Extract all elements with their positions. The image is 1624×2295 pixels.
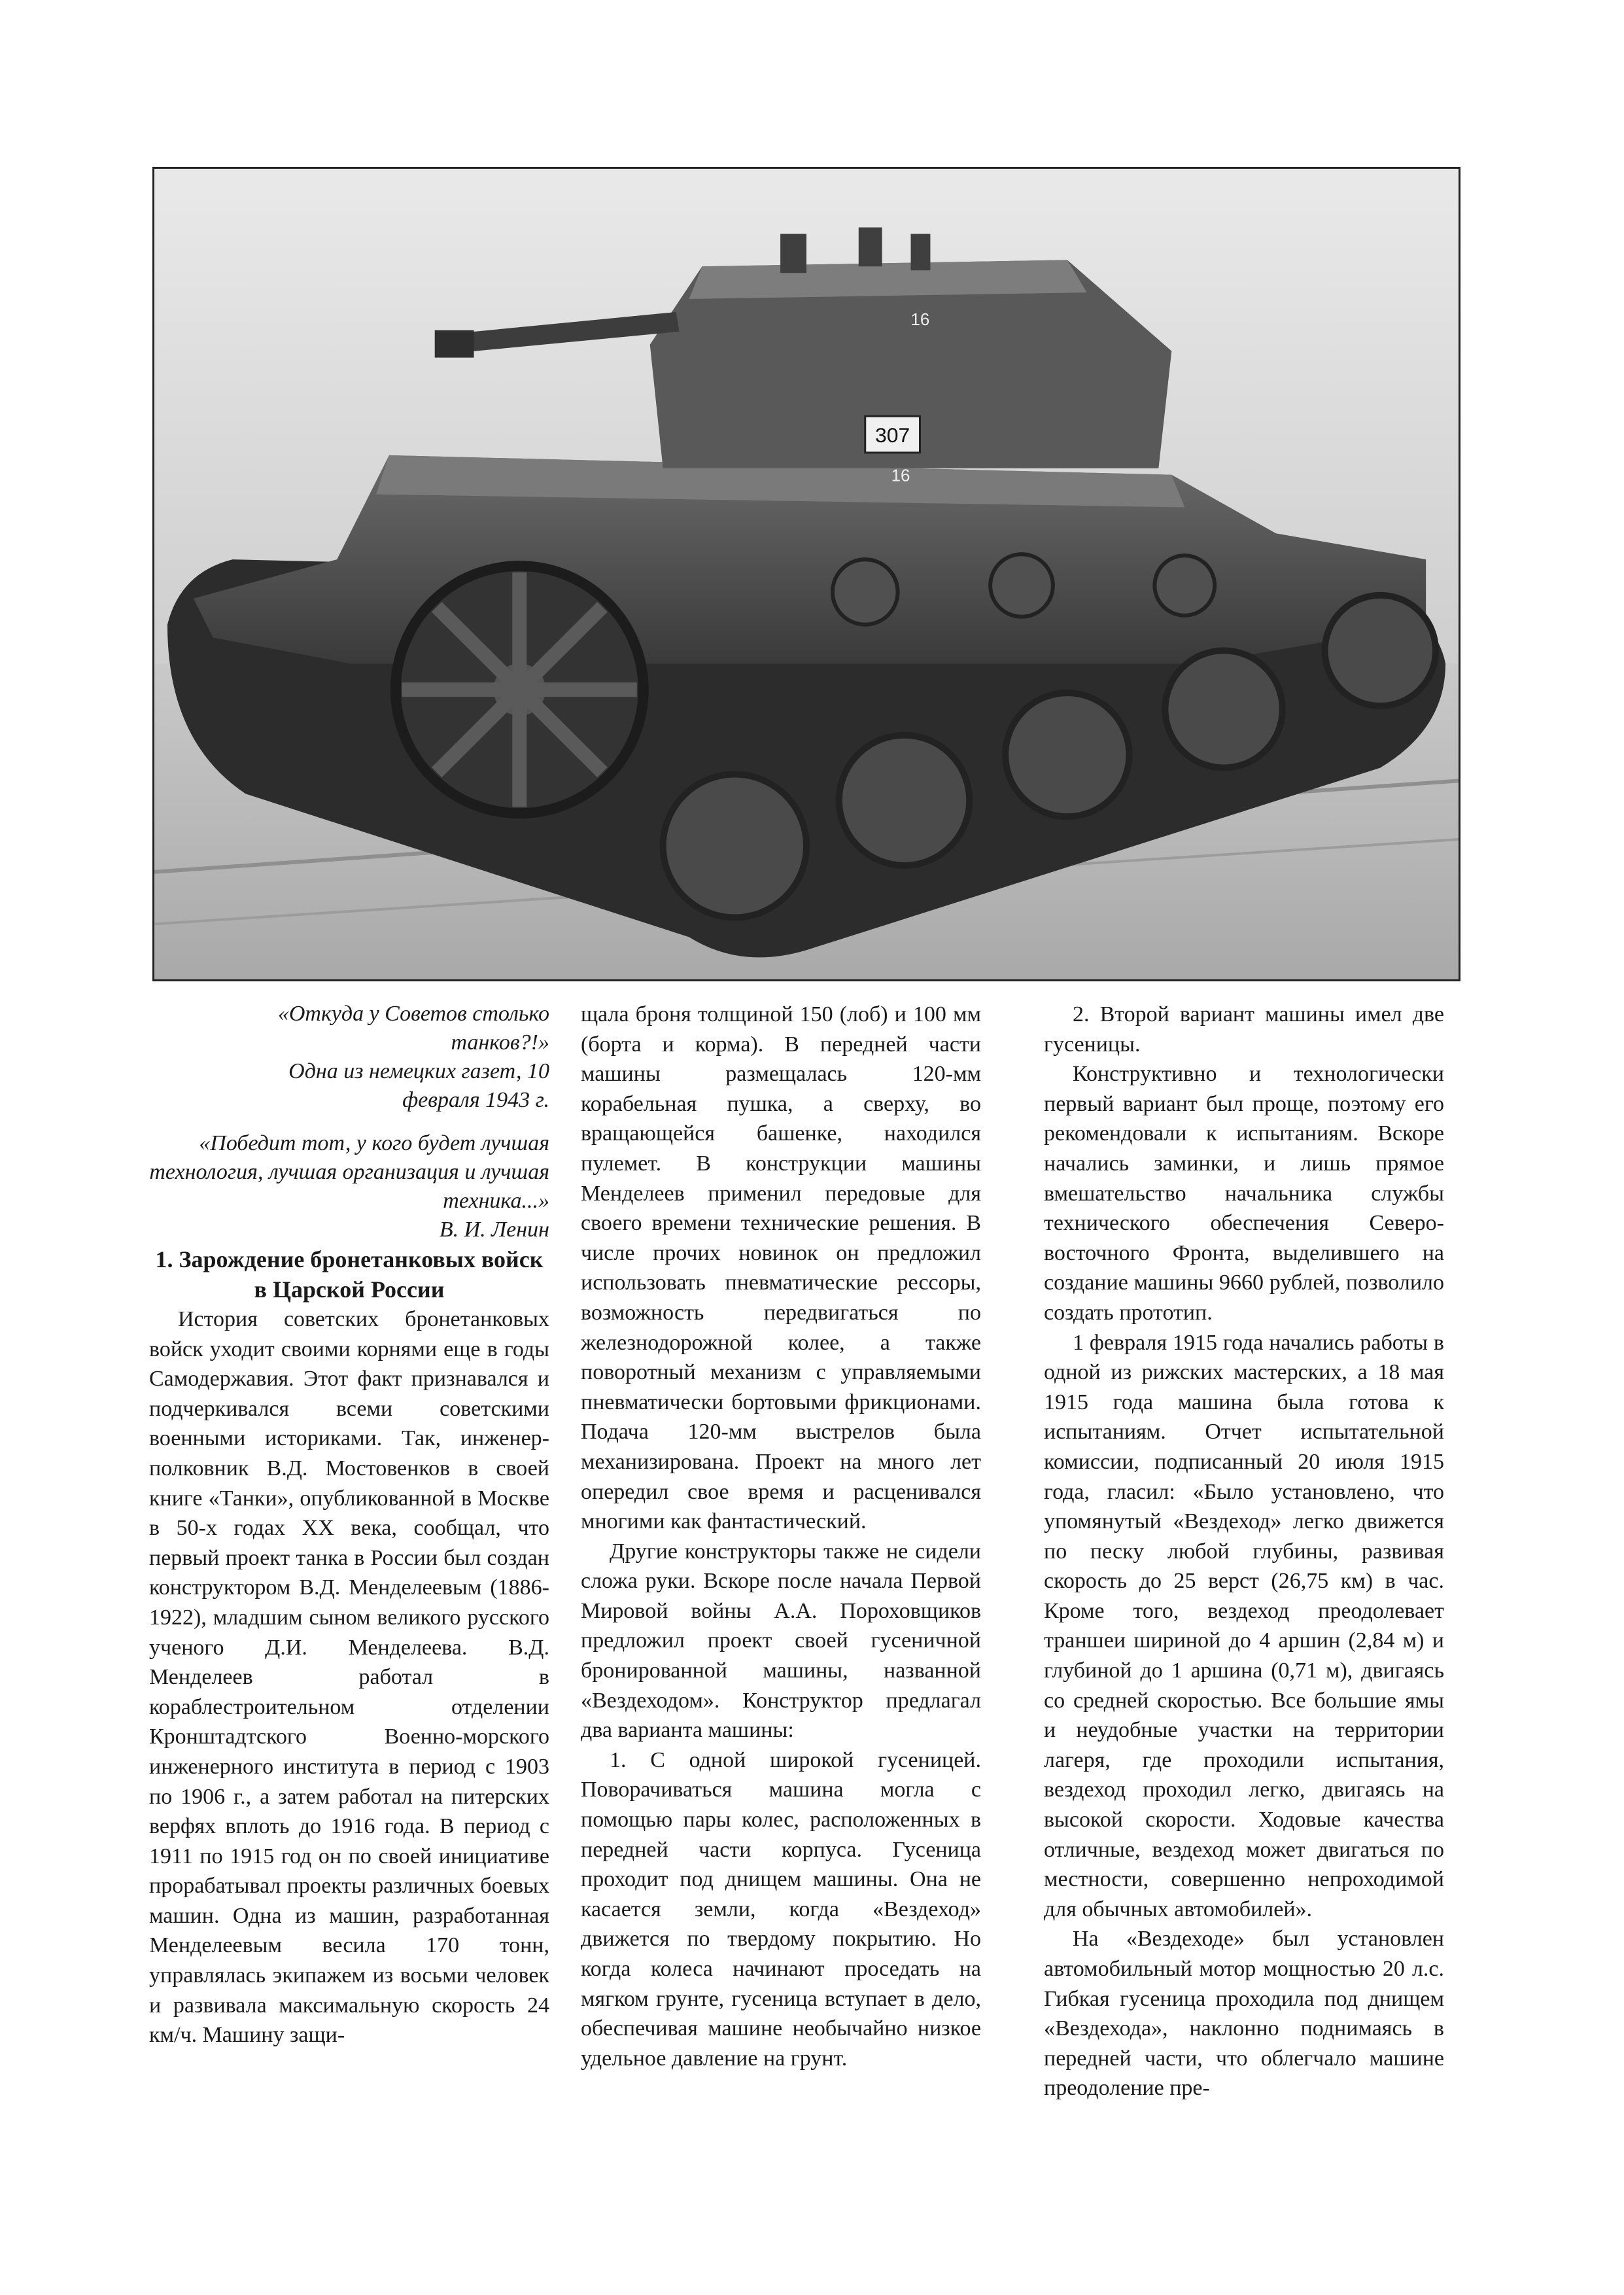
paragraph: 2. Второй вариант машины имел две гусеницы. xyxy=(1044,1002,1444,1057)
tank-photo xyxy=(152,167,1460,981)
turret-number-plate: 307 xyxy=(875,423,910,447)
epigraph-quote: «Откуда у Советов столько танков?!» xyxy=(277,1002,549,1055)
epigraph-quote: «Победит тот, у кого будет лучшая технология, лучшая организация и лучшая техника...» xyxy=(149,1131,549,1213)
epigraph-source: В. И. Ленин xyxy=(439,1218,549,1242)
paragraph: Конструктивно и технологически первый вариант был проще, поэтому его рекомендовали к испытаниям. Вскоре начались заминки, и лишь прямое вмешательство начальника службы технического обеспечения Северо-восточного Фронта, выделившего на создание машины 9660 рублей, позволило создать прототип. xyxy=(1044,1062,1444,1325)
paragraph: На «Вездеходе» был установлен автомобильный мотор мощностью 20 л.с. Гибкая гусеница проходила под днищем «Вездехода», наклонно поднимаясь в передней части, что облегчало машине преодоление пре- xyxy=(1044,1927,1444,2101)
paragraph: 1. С одной широкой гусеницей. Поворачиваться машина могла с помощью пары колес, расположенных в передней части корпуса. Гусеница проходит под днищем машины. Она не касается земли, когда «Вездеход» движется по твердому покрытию. Но когда колеса начинают проседать на мягком грунте, гусеница вступает в дело, обеспечивая машине необычайно низкое удельное давление на грунт. xyxy=(581,1747,981,2071)
paragraph: 1 февраля 1915 года начались работы в одной из рижских мастерских, а 18 мая 1915 года машина была готова к испытаниям. Отчет испытательной комиссии, подписанный 20 июля 1915 года, гласил: «Было установлено, что упомянутый «Вездеход» легко движется по песку любой глубины, развивая скорость до 25 верст (26,75 км) в час. Кроме того, вездеход преодолевает траншеи шириной до 4 аршин (2,84 м) и глубиной до 1 аршина (0,71 м), двигаясь со средней скоростью. Все большие ямы и неудобные участки на территории лагеря, где проходили испытания, вездеход проходил легко, двигаясь на высокой скорости. Ходовые качества отличные, вездеход может двигаться по местности, совершенно непроходимой для обычных автомобилей». xyxy=(1044,1330,1444,1921)
section-heading: 1. Зарождение бронетанковых войск в Царской России xyxy=(155,1246,544,1303)
column-1 xyxy=(149,1000,549,2050)
column-2 xyxy=(581,1000,981,2073)
epigraph-source: Одна из немецких газет, 10 февраля 1943 г. xyxy=(288,1059,549,1112)
hull-marking: 16 xyxy=(891,466,910,485)
paragraph: Другие конструкторы также не сидели сложа руки. Вскоре после начала Первой Мировой войны А.А. Пороховщиков предложил проект своей гусеничной бронированной машины, названной «Вездеходом». Конструктор предлагал два варианта машины: xyxy=(581,1539,981,1743)
column-3 xyxy=(1044,1000,1444,2103)
paragraph: История советских бронетанковых войск уходит своими корнями еще в годы Самодержавия. Этот факт признавался и подчеркивался всеми советскими военными историками. Так, инженер-полковник В.Д. Мостовенков в своей книге «Танки», опубликованной в Москве в 50-х годах XX века, сообщал, что первый проект танка в России был создан конструктором В.Д. Менделеевым (1886-1922), младшим сыном великого русского ученого Д.И. Менделеева. В.Д. Менделеев работал в кораблестроительном отделении Кронштадтского Военно-морского инженерного института в период с 1903 по 1906 г., а затем работал на питерских верфях вплоть до 1916 года. В период с 1911 по 1915 год он по своей инициативе прорабатывал проекты различных боевых машин. Одна из машин, разработанная Менделеевым весила 170 тонн, управлялась экипажем из восьми человек и развивала максимальную скорость 24 км/ч. Машину защи- xyxy=(149,1307,549,2048)
tank-photo-icon xyxy=(154,169,1459,979)
paragraph: щала броня толщиной 150 (лоб) и 100 мм (борта и корма). В передней части машины размещалась 120-мм корабельная пушка, а сверху, во вращающейся башенке, находился пулемет. В конструкции машины Менделеев применил передовые для своего времени технические решения. В числе прочих новинок он предложил использовать пневматические рессоры, возможность передвигаться по железнодорожной колее, а также поворотный механизм с управляемыми пневматически бортовыми фрикционами. Подача 120-мм выстрелов была механизирована. Проект на много лет опередил свое время и расценивался многими как фантастический. xyxy=(581,1002,981,1534)
turret-marking: 16 xyxy=(910,310,930,329)
